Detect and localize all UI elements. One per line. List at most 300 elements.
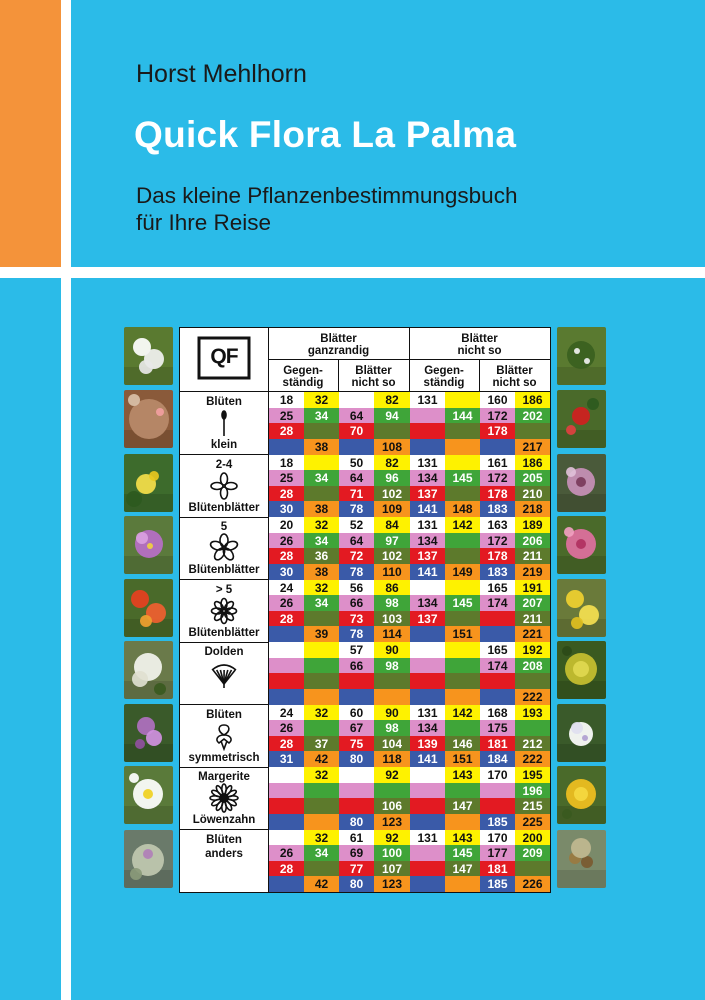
header-text: Blätter (355, 365, 392, 377)
table-cell: 42 (304, 751, 339, 767)
subheader-4 (479, 365, 550, 389)
table-cell: 26 (269, 533, 304, 549)
table-cell: 92 (374, 830, 410, 846)
table-cell: 26 (269, 595, 304, 611)
table-cell: 20 (269, 517, 304, 533)
table-cell (304, 658, 339, 674)
table-cell (445, 689, 480, 705)
table-cell: 174 (480, 595, 515, 611)
table-cell: 170 (480, 830, 515, 846)
table-cell (445, 486, 480, 502)
group-label: Blüten (206, 708, 242, 721)
qf-logo-text: QF (210, 345, 238, 368)
purple-flower-photo (124, 516, 173, 574)
table-cell: 102 (374, 486, 410, 502)
table-cell: 72 (339, 548, 374, 564)
table-cell: 134 (410, 470, 445, 486)
group-label: symmetrisch (188, 751, 260, 764)
table-cell (445, 392, 480, 408)
table-cell (445, 611, 480, 627)
table-cell (339, 767, 374, 783)
four-petal-icon (209, 471, 239, 501)
table-cell: 207 (515, 595, 550, 611)
table-cell: 64 (339, 408, 374, 424)
table-cell: 139 (410, 736, 445, 752)
grid-line (409, 328, 410, 392)
table-cell: 145 (445, 595, 480, 611)
table-cell: 142 (445, 517, 480, 533)
table-cell (269, 658, 304, 674)
table-cell: 36 (304, 548, 339, 564)
table-cell (339, 783, 374, 799)
table-cell (269, 814, 304, 830)
table-cell (410, 767, 445, 783)
table-cell: 39 (304, 626, 339, 642)
table-cell: 78 (339, 501, 374, 517)
group-separator (180, 517, 268, 518)
table-cell: 165 (480, 580, 515, 596)
header-text: ganzrandig (307, 345, 370, 357)
table-cell: 177 (480, 845, 515, 861)
table-cell: 178 (480, 486, 515, 502)
group-separator (180, 829, 268, 830)
table-cell: 191 (515, 580, 550, 596)
grid-line (268, 359, 550, 360)
table-cell (410, 439, 445, 455)
table-cell (304, 814, 339, 830)
table-cell: 110 (374, 564, 410, 580)
table-cell: 98 (374, 720, 410, 736)
table-cell: 181 (480, 736, 515, 752)
qf-logo (197, 336, 251, 380)
table-cell: 205 (515, 470, 550, 486)
table-cell (269, 689, 304, 705)
table-cell (445, 423, 480, 439)
table-cell: 186 (515, 392, 550, 408)
table-cell: 100 (374, 845, 410, 861)
white-flower-cluster-photo (124, 327, 173, 385)
table-cell (480, 798, 515, 814)
table-cell: 64 (339, 470, 374, 486)
table-cell (374, 689, 410, 705)
table-cell: 200 (515, 830, 550, 846)
table-cell (445, 720, 480, 736)
table-cell: 109 (374, 501, 410, 517)
identification-table (179, 327, 551, 893)
table-cell: 131 (410, 455, 445, 471)
table-cell: 222 (515, 751, 550, 767)
table-cell: 25 (269, 470, 304, 486)
table-cell: 160 (480, 392, 515, 408)
small-flowers-photo (557, 327, 606, 385)
table-cell: 80 (339, 751, 374, 767)
table-cell: 210 (515, 486, 550, 502)
table-cell (269, 626, 304, 642)
table-cell (339, 439, 374, 455)
table-cell (445, 876, 480, 892)
table-cell: 37 (304, 736, 339, 752)
table-cell: 141 (410, 564, 445, 580)
table-cell: 118 (374, 751, 410, 767)
table-cell: 178 (480, 548, 515, 564)
table-cell (304, 423, 339, 439)
table-cell (445, 548, 480, 564)
table-cell: 181 (480, 861, 515, 877)
table-cell: 34 (304, 845, 339, 861)
header-text: Blätter (461, 333, 498, 345)
table-cell (515, 423, 550, 439)
table-cell: 61 (339, 830, 374, 846)
table-cell (339, 798, 374, 814)
table-cell: 78 (339, 626, 374, 642)
group-label: Dolden (204, 646, 244, 658)
table-cell: 202 (515, 408, 550, 424)
table-cell (445, 439, 480, 455)
table-cell (480, 689, 515, 705)
table-cell: 32 (304, 705, 339, 721)
table-cell: 24 (269, 580, 304, 596)
table-cell: 144 (445, 408, 480, 424)
group-label: Löwenzahn (192, 814, 256, 826)
subheader-3 (409, 365, 479, 389)
header-text: Gegen- (424, 365, 464, 377)
red-flowers-photo (124, 579, 173, 637)
pink-cistus-photo (557, 516, 606, 574)
table-cell: 32 (304, 767, 339, 783)
orchid-photo (124, 704, 173, 762)
table-cell (410, 626, 445, 642)
table-cell: 78 (339, 564, 374, 580)
table-cell: 151 (445, 751, 480, 767)
table-cell (339, 689, 374, 705)
table-cell: 147 (445, 861, 480, 877)
table-cell: 131 (410, 830, 445, 846)
table-cell: 114 (374, 626, 410, 642)
group-label: klein (210, 439, 238, 451)
table-cell (410, 658, 445, 674)
table-cell: 102 (374, 548, 410, 564)
table-cell: 26 (269, 845, 304, 861)
table-cell: 86 (374, 580, 410, 596)
table-cell: 149 (445, 564, 480, 580)
table-cell: 28 (269, 423, 304, 439)
table-cell: 104 (374, 736, 410, 752)
table-cell: 137 (410, 611, 445, 627)
table-cell: 184 (480, 751, 515, 767)
table-cell: 70 (339, 423, 374, 439)
table-cell (269, 673, 304, 689)
table-cell (445, 533, 480, 549)
table-cell (410, 423, 445, 439)
table-cell (374, 673, 410, 689)
table-cell (269, 798, 304, 814)
group-separator (180, 642, 268, 643)
red-flower-photo (557, 390, 606, 448)
table-cell: 134 (410, 720, 445, 736)
orange-bar (0, 0, 61, 267)
table-cell: 141 (410, 501, 445, 517)
table-cell: 226 (515, 876, 550, 892)
table-cell (445, 658, 480, 674)
table-cell (445, 642, 480, 658)
table-cell: 71 (339, 486, 374, 502)
table-cell: 96 (374, 470, 410, 486)
table-cell (480, 439, 515, 455)
table-cell: 34 (304, 408, 339, 424)
table-cell: 148 (445, 501, 480, 517)
header-group-ganzrandig (268, 333, 409, 357)
table-cell (515, 861, 550, 877)
table-cell (304, 689, 339, 705)
table-cell: 217 (515, 439, 550, 455)
table-cell: 218 (515, 501, 550, 517)
table-cell: 80 (339, 876, 374, 892)
table-cell (480, 673, 515, 689)
table-cell: 28 (269, 611, 304, 627)
table-cell: 165 (480, 642, 515, 658)
table-cell: 31 (269, 751, 304, 767)
table-cell (410, 689, 445, 705)
table-cell: 30 (269, 564, 304, 580)
table-cell: 34 (304, 470, 339, 486)
book-title: Quick Flora La Palma (134, 114, 517, 155)
grid-line (338, 359, 339, 392)
table-cell: 172 (480, 408, 515, 424)
table-cell: 131 (410, 392, 445, 408)
table-cell: 151 (445, 626, 480, 642)
table-cell: 196 (515, 783, 550, 799)
yellow-flower-photo (124, 454, 173, 512)
table-cell: 131 (410, 705, 445, 721)
table-cell (410, 861, 445, 877)
header-text: Gegen- (283, 365, 323, 377)
five-petal-icon (209, 533, 239, 563)
table-cell (410, 673, 445, 689)
table-cell (410, 408, 445, 424)
left-blue-strip (0, 278, 61, 1000)
table-cell: 77 (339, 861, 374, 877)
table-cell: 84 (374, 517, 410, 533)
table-cell (445, 673, 480, 689)
table-cell: 42 (304, 876, 339, 892)
white-umbel-photo (124, 641, 173, 699)
table-cell: 172 (480, 533, 515, 549)
header-text: nicht so (351, 377, 396, 389)
table-cell: 178 (480, 423, 515, 439)
table-cell: 195 (515, 767, 550, 783)
table-cell: 25 (269, 408, 304, 424)
header-text: Blätter (496, 365, 533, 377)
table-cell: 82 (374, 392, 410, 408)
table-cell: 175 (480, 720, 515, 736)
table-cell: 64 (339, 533, 374, 549)
table-cell: 137 (410, 486, 445, 502)
table-cell: 103 (374, 611, 410, 627)
table-cell (410, 798, 445, 814)
table-cell: 193 (515, 705, 550, 721)
group-separator (180, 579, 268, 580)
table-cell (304, 720, 339, 736)
table-cell: 145 (445, 470, 480, 486)
table-cell: 90 (374, 642, 410, 658)
table-cell: 66 (339, 595, 374, 611)
table-cell: 145 (445, 845, 480, 861)
table-cell (374, 423, 410, 439)
table-cell: 32 (304, 830, 339, 846)
table-cell: 219 (515, 564, 550, 580)
table-cell: 189 (515, 517, 550, 533)
table-cell (304, 861, 339, 877)
table-cell: 30 (269, 501, 304, 517)
table-cell: 163 (480, 517, 515, 533)
table-cell: 18 (269, 392, 304, 408)
table-cell: 134 (410, 595, 445, 611)
table-cell: 168 (480, 705, 515, 721)
table-cell: 73 (339, 611, 374, 627)
group-label: Margerite (198, 771, 250, 783)
table-cell (339, 392, 374, 408)
table-cell: 67 (339, 720, 374, 736)
header-text: Blätter (320, 333, 357, 345)
group-separator (180, 454, 268, 455)
table-cell: 38 (304, 564, 339, 580)
thistle-photo (124, 830, 173, 888)
table-cell: 211 (515, 611, 550, 627)
table-cell: 38 (304, 439, 339, 455)
table-cell: 170 (480, 767, 515, 783)
table-cell (445, 783, 480, 799)
table-cell: 28 (269, 736, 304, 752)
table-cell: 32 (304, 517, 339, 533)
table-cell: 183 (480, 501, 515, 517)
table-cell: 143 (445, 767, 480, 783)
table-cell (445, 455, 480, 471)
table-cell: 146 (445, 736, 480, 752)
table-cell: 108 (374, 439, 410, 455)
table-cell (304, 673, 339, 689)
table-cell: 215 (515, 798, 550, 814)
yellow-umbel-photo (557, 641, 606, 699)
table-cell (445, 580, 480, 596)
table-cell: 183 (480, 564, 515, 580)
grid-line (268, 328, 269, 392)
group-label: Blütenblätter (188, 626, 260, 639)
table-cell: 137 (410, 548, 445, 564)
table-cell (304, 642, 339, 658)
table-cell: 34 (304, 533, 339, 549)
table-cell: 82 (374, 455, 410, 471)
table-cell: 123 (374, 814, 410, 830)
table-cell (304, 611, 339, 627)
table-cell: 24 (269, 705, 304, 721)
table-cell: 18 (269, 455, 304, 471)
table-cell (410, 580, 445, 596)
table-cell: 141 (410, 751, 445, 767)
small-flower-icon (209, 408, 239, 438)
table-cell (269, 783, 304, 799)
table-cell: 147 (445, 798, 480, 814)
table-cell (304, 486, 339, 502)
group-label: Blütenblätter (188, 501, 260, 514)
table-cell: 28 (269, 486, 304, 502)
white-violet-photo (557, 704, 606, 762)
table-cell: 174 (480, 658, 515, 674)
table-cell (410, 642, 445, 658)
symmetric-flower-icon (209, 721, 239, 751)
yellow-flowers-photo (557, 579, 606, 637)
table-cell: 186 (515, 455, 550, 471)
header-text: ständig (423, 377, 465, 389)
table-cell: 185 (480, 876, 515, 892)
table-cell: 172 (480, 470, 515, 486)
table-cell: 106 (374, 798, 410, 814)
table-cell: 212 (515, 736, 550, 752)
budding-twig-photo (124, 390, 173, 448)
table-cell (445, 814, 480, 830)
group-label: > 5 (215, 583, 233, 596)
table-cell: 107 (374, 861, 410, 877)
table-cell: 50 (339, 455, 374, 471)
header-group-nicht-so (409, 333, 550, 357)
cattail-photo (557, 830, 606, 888)
table-cell: 143 (445, 830, 480, 846)
table-cell: 38 (304, 501, 339, 517)
table-cell: 34 (304, 595, 339, 611)
table-cell (374, 783, 410, 799)
book-subtitle (136, 182, 517, 236)
pink-poppy-photo (557, 454, 606, 512)
table-cell: 192 (515, 642, 550, 658)
table-cell (269, 767, 304, 783)
table-cell: 60 (339, 705, 374, 721)
table-cell (410, 876, 445, 892)
table-cell: 32 (304, 392, 339, 408)
table-cell (515, 673, 550, 689)
table-cell (269, 876, 304, 892)
table-cell: 221 (515, 626, 550, 642)
table-cell: 75 (339, 736, 374, 752)
table-cell (269, 642, 304, 658)
group-label: Blüten (206, 833, 242, 846)
table-cell: 97 (374, 533, 410, 549)
umbel-icon (209, 658, 239, 688)
group-label: 5 (220, 521, 228, 533)
table-cell: 222 (515, 689, 550, 705)
table-cell: 225 (515, 814, 550, 830)
group-label: Blüten (206, 396, 242, 408)
table-cell: 90 (374, 705, 410, 721)
table-cell: 185 (480, 814, 515, 830)
table-cell: 131 (410, 517, 445, 533)
yellow-star-flower-photo (557, 766, 606, 824)
daisy-icon (209, 783, 239, 813)
table-cell: 56 (339, 580, 374, 596)
subheader-2 (338, 365, 409, 389)
table-cell: 142 (445, 705, 480, 721)
group-separator (180, 704, 268, 705)
table-cell (410, 783, 445, 799)
subtitle-line: Das kleine Pflanzenbestimmungsbuch (136, 183, 518, 208)
group-label: Blütenblätter (188, 564, 260, 576)
table-cell: 211 (515, 548, 550, 564)
table-cell: 26 (269, 720, 304, 736)
group-label: 2-4 (215, 458, 233, 471)
table-cell: 208 (515, 658, 550, 674)
table-cell (410, 814, 445, 830)
author-name: Horst Mehlhorn (136, 60, 307, 88)
subheader-1 (268, 365, 338, 389)
table-cell: 32 (304, 580, 339, 596)
